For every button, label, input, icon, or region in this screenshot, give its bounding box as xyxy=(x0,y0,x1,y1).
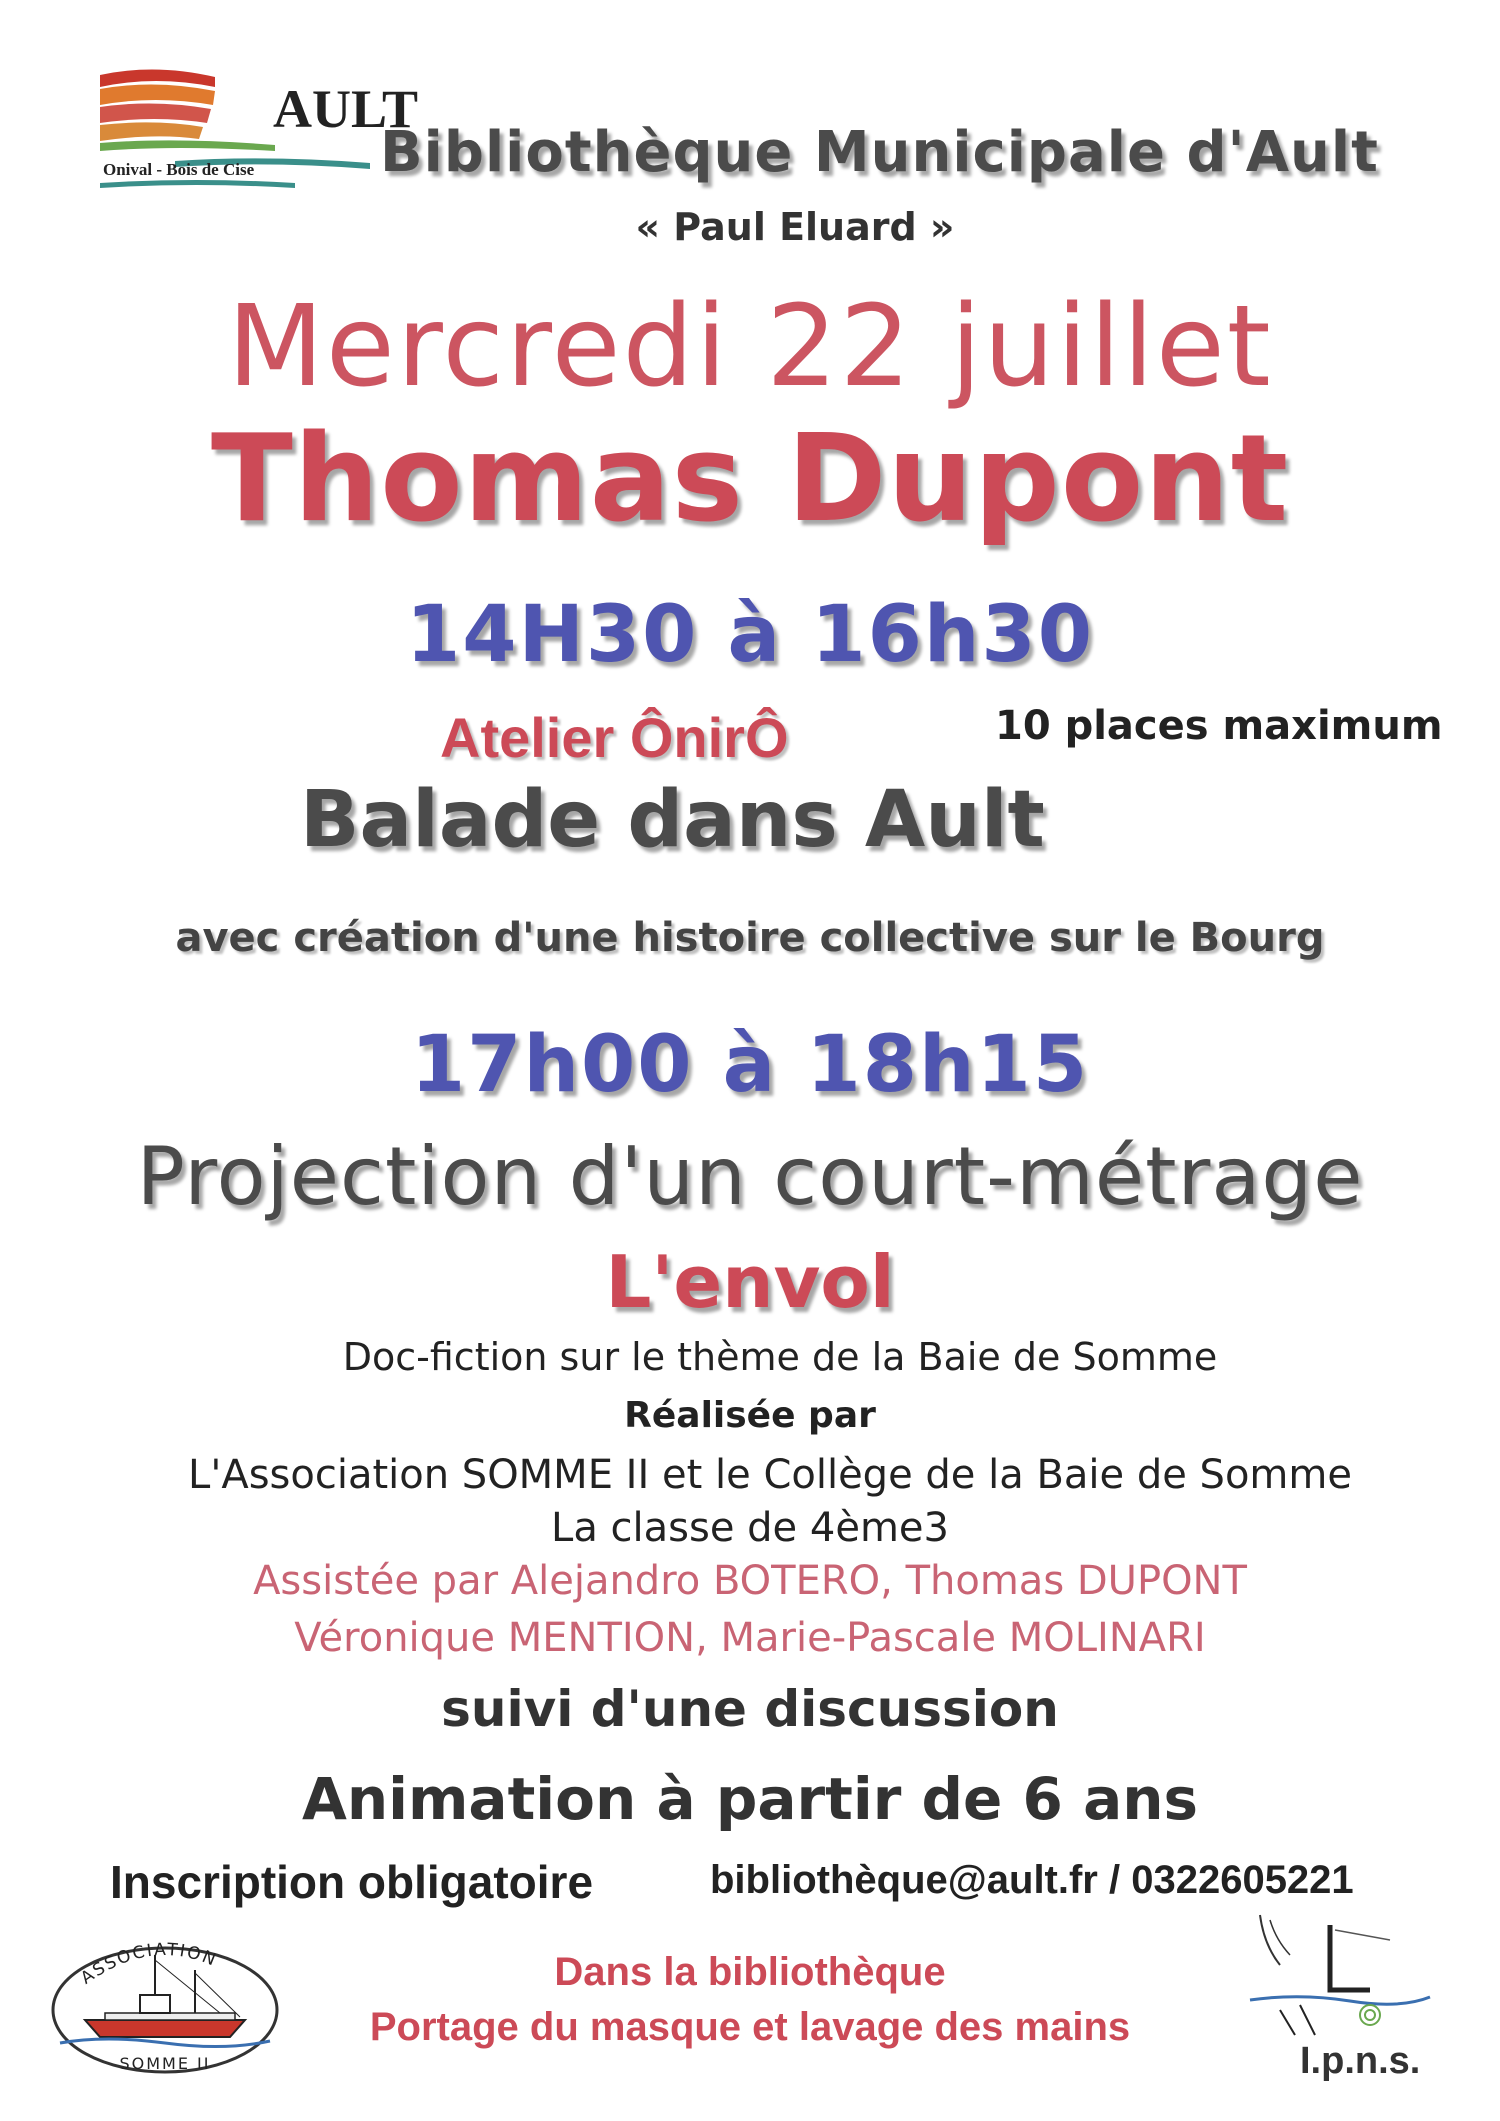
screening-title: Projection d'un court-métrage xyxy=(136,1130,1364,1223)
event-date: Mercredi 22 juillet xyxy=(227,282,1273,412)
followed-by-discussion: suivi d'une discussion xyxy=(441,1680,1059,1738)
association-logo-text-top: ASSOCIATION xyxy=(77,1939,221,1989)
guest-name: Thomas Dupont xyxy=(210,410,1290,549)
ault-logo-name: AULT xyxy=(273,79,419,139)
assisted-by-line-2: Véronique MENTION, Marie-Pascale MOLINARI xyxy=(294,1615,1206,1661)
signup-label: Inscription obligatoire xyxy=(110,1856,594,1908)
ault-logo-tagline: Onival - Bois de Cise xyxy=(103,160,255,179)
library-subtitle: « Paul Eluard » xyxy=(635,205,955,249)
film-title: L'envol xyxy=(605,1240,895,1324)
walk-title: Balade dans Ault xyxy=(300,775,1045,865)
signup-contact: bibliothèque@ault.fr / 0322605221 xyxy=(710,1858,1354,1902)
association-logo-text-bottom: SOMME II xyxy=(119,2054,211,2073)
ault-logo xyxy=(95,65,419,205)
age-note: Animation à partir de 6 ans xyxy=(301,1765,1199,1833)
class-name: La classe de 4ème3 xyxy=(551,1505,949,1551)
library-title: Bibliothèque Municipale d'Ault xyxy=(380,120,1379,185)
time-slot-2: 17h00 à 18h15 xyxy=(410,1020,1090,1110)
ipns-label: I.p.n.s. xyxy=(1300,2040,1421,2082)
places-note: 10 places maximum xyxy=(995,703,1443,749)
made-by-label: Réalisée par xyxy=(624,1395,876,1436)
walk-description: avec création d'une histoire collective sur le Bourg xyxy=(175,915,1325,961)
film-description: Doc-fiction sur le thème de la Baie de Somme xyxy=(342,1335,1218,1379)
workshop-title: Atelier ÔnirÔ xyxy=(440,706,789,769)
mask-note: Portage du masque et lavage des mains xyxy=(369,2005,1131,2049)
time-slot-1: 14H30 à 16h30 xyxy=(406,590,1094,680)
baie-de-somme-logo xyxy=(1240,1905,1440,2045)
assisted-by-line-1: Assistée par Alejandro BOTERO, Thomas DUPONT xyxy=(253,1558,1247,1604)
producers: L'Association SOMME II et le Collège de la Baie de Somme xyxy=(188,1452,1352,1498)
location-note: Dans la bibliothèque xyxy=(554,1950,946,1994)
